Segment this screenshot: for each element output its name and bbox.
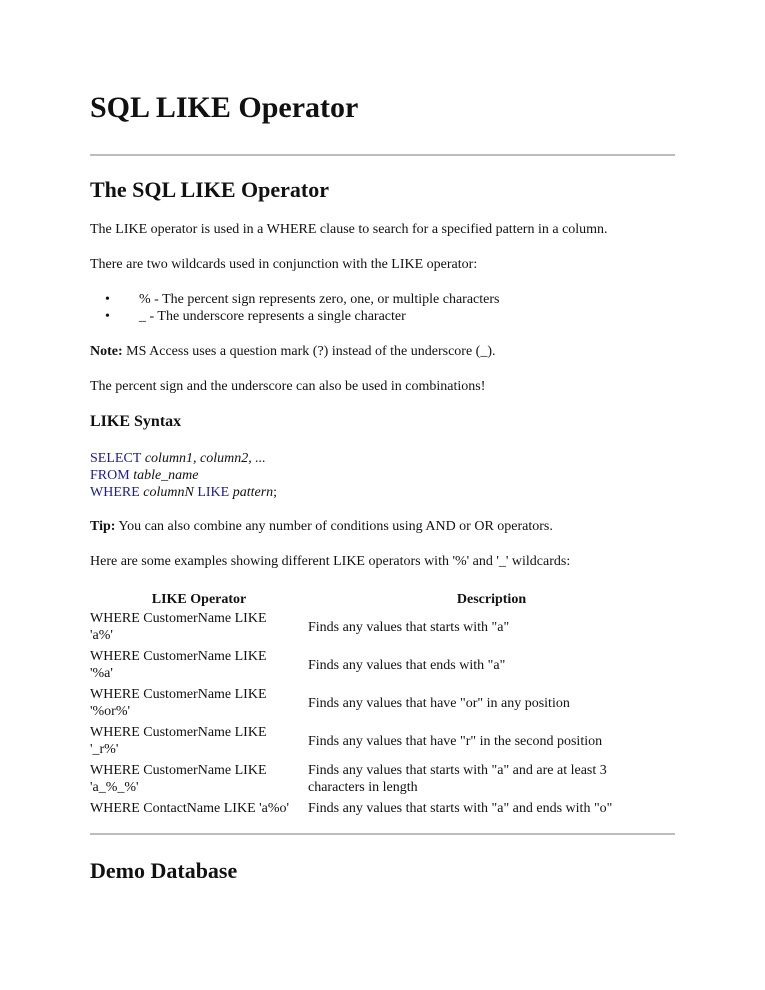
list-item: • % - The percent sign represents zero, one, or multiple characters <box>105 292 500 307</box>
table-row <box>90 762 675 800</box>
description-cell: Finds any values that starts with "a" <box>308 619 510 635</box>
table-row <box>90 800 675 821</box>
operator-cell: WHERE ContactName LIKE 'a%o' <box>90 801 290 816</box>
bullet-icon: • <box>105 292 110 307</box>
like-examples-table <box>90 591 675 821</box>
note: Note: MS Access uses a question mark (?) instead of the underscore (_). <box>90 344 496 359</box>
section-heading-demo-database: Demo Database <box>90 858 238 883</box>
combinations-text: The percent sign and the underscore can also be used in combinations! <box>90 379 486 394</box>
description-cell: Finds any values that ends with "a" <box>308 657 506 673</box>
column-header-description: Description <box>456 592 527 607</box>
table-row <box>90 610 675 648</box>
code-line: FROM table_name <box>90 468 199 483</box>
description-cell: Finds any values that starts with "a" and are at least 3 characters in length <box>308 763 607 795</box>
table-row <box>90 686 675 724</box>
operator-cell: WHERE CustomerName LIKE 'a_%_%' <box>90 763 267 795</box>
page-title: SQL LIKE Operator <box>90 91 359 124</box>
operator-cell: WHERE CustomerName LIKE '%a' <box>90 649 267 681</box>
table-row <box>90 648 675 686</box>
divider <box>90 154 675 156</box>
code-line: SELECT column1, column2, ... <box>90 451 266 466</box>
operator-cell: WHERE CustomerName LIKE 'a%' <box>90 611 267 643</box>
examples-intro: Here are some examples showing different LIKE operators with '%' and '_' wildcards: <box>90 554 571 569</box>
operator-cell: WHERE CustomerName LIKE '_r%' <box>90 725 267 757</box>
bullet-icon: • <box>105 309 110 324</box>
tip: Tip: You can also combine any number of conditions using AND or OR operators. <box>90 519 553 534</box>
description-cell: Finds any values that starts with "a" and ends with "o" <box>308 801 613 816</box>
syntax-heading: LIKE Syntax <box>90 413 182 430</box>
intro-text: The LIKE operator is used in a WHERE clause to search for a specified pattern in a column. <box>90 222 608 237</box>
code-line: WHERE columnN LIKE pattern; <box>90 485 278 500</box>
syntax-code-block <box>90 450 277 501</box>
table-row <box>90 724 675 762</box>
operator-cell: WHERE CustomerName LIKE '%or%' <box>90 687 267 719</box>
table-header-row <box>90 591 675 610</box>
description-cell: Finds any values that have "or" in any position <box>308 695 570 711</box>
description-cell: Finds any values that have "r" in the second position <box>308 733 603 749</box>
wildcards-intro: There are two wildcards used in conjunction with the LIKE operator: <box>90 257 478 272</box>
list-item: • _ - The underscore represents a single character <box>105 309 406 324</box>
section-heading-like-operator: The SQL LIKE Operator <box>90 177 329 202</box>
divider <box>90 833 675 835</box>
column-header-operator: LIKE Operator <box>151 592 247 607</box>
wildcard-list <box>90 291 499 325</box>
